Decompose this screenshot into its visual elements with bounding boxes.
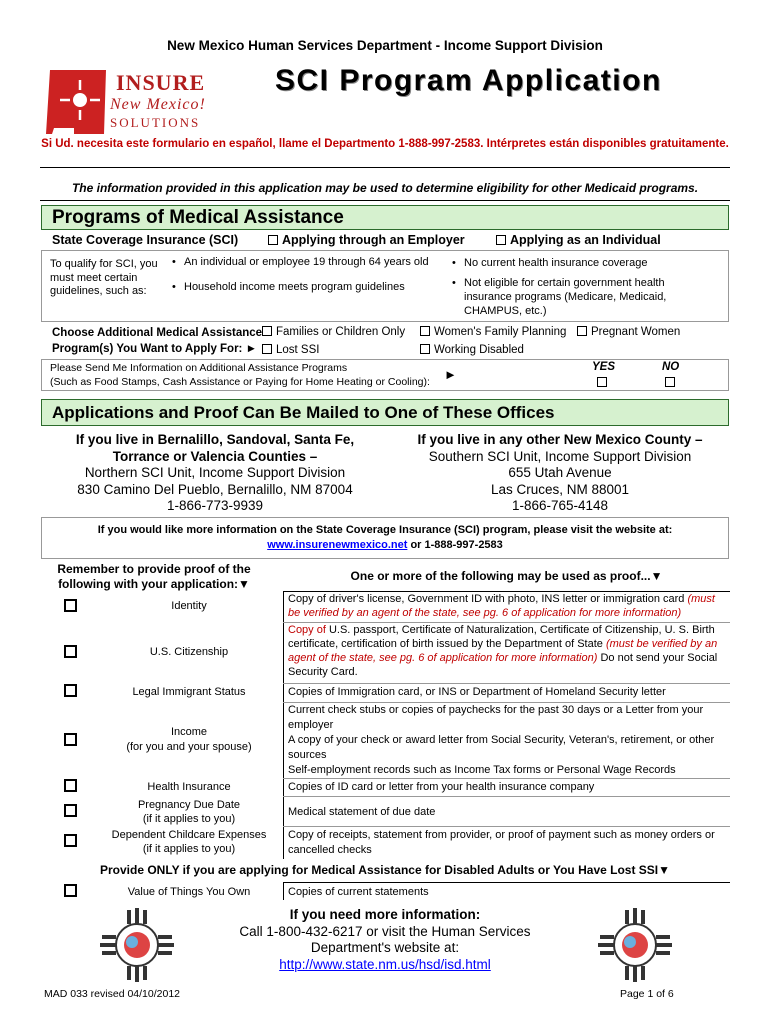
send-info-line-2: (Such as Food Stamps, Cash Assistance or Paying for Home Heating or Cooling): — [50, 376, 430, 388]
hsd-website-link[interactable]: http://www.state.nm.us/hsd/isd.html — [279, 956, 491, 972]
guideline-not-eligible: • Not eligible for certain government health insurance programs (Medicare, Medicaid, CHAMPUS, etc.) — [452, 276, 707, 318]
south-office — [390, 432, 730, 515]
identity-checkbox[interactable] — [64, 599, 77, 612]
childcare-checkbox[interactable] — [64, 834, 77, 847]
logo-new-mexico-text: New Mexico! — [110, 96, 206, 113]
guideline-income: • Household income meets program guidelines — [172, 281, 442, 293]
proof-text-pregnancy: Medical statement of due date — [288, 806, 436, 818]
logo-solutions-text: SOLUTIONS — [110, 115, 201, 130]
working-disabled-option[interactable]: Working Disabled — [420, 344, 524, 356]
pregnancy-checkbox[interactable] — [64, 804, 77, 817]
insure-website-link[interactable]: www.insurenewmexico.net — [267, 539, 408, 551]
employer-option[interactable]: Applying through an Employer — [268, 233, 465, 247]
choose-label-2: Program(s) You Want to Apply For: ► — [52, 343, 257, 355]
more-info-contact: www.insurenewmexico.net or 1-888-997-2583 — [267, 539, 503, 551]
proof-item-identity: Identity — [171, 600, 207, 612]
lost-ssi-option[interactable]: Lost SSI — [262, 344, 319, 356]
proof-text-childcare: Copy of receipts, statement from provider, or proof of payment such as money orders or cancelled checks — [288, 829, 715, 856]
page-number: Page 1 of 6 — [620, 988, 674, 1000]
pregnant-women-option[interactable]: Pregnant Women — [577, 326, 680, 338]
north-office-head-1: If you live in Bernalillo, Sandoval, Santa Fe, — [75, 432, 355, 447]
north-office — [45, 432, 385, 515]
north-office-line: 1-866-773-9939 — [166, 498, 264, 513]
send-info-line-1: Please Send Me Information on Additional Assistance Programs — [50, 362, 348, 374]
programs-heading: Programs of Medical Assistance — [52, 207, 344, 228]
north-office-line: 830 Camino Del Pueblo, Bernalillo, NM 87004 — [77, 481, 353, 497]
citizenship-checkbox[interactable] — [64, 645, 77, 658]
guideline-age: • An individual or employee 19 through 64 years old — [172, 256, 442, 268]
guideline-no-coverage: • No current health insurance coverage — [452, 256, 707, 270]
proof-item-health-insurance: Health Insurance — [147, 781, 231, 793]
things-you-own-checkbox[interactable] — [64, 884, 77, 897]
south-office-line: 1-866-765-4148 — [511, 498, 609, 513]
logo-insure-text: INSURE — [116, 70, 206, 95]
proof-text-health-insurance: Copies of ID card or letter from your health insurance company — [288, 781, 595, 793]
working-disabled-checkbox[interactable] — [420, 344, 430, 354]
hsd-seal-right-icon — [596, 906, 674, 984]
revision-label: MAD 033 revised 04/10/2012 — [44, 988, 181, 1000]
proof-text-legal-immigrant: Copies of Immigration card, or INS or Department of Homeland Security letter — [288, 686, 666, 698]
south-office-line: Las Cruces, NM 88001 — [490, 481, 630, 497]
family-planning-option[interactable]: Women's Family Planning — [420, 326, 566, 338]
proof-text-citizenship: Copy of U.S. passport, Certificate of Naturalization, Certificate of Citizenship, U. S. Birth certificate, certification of birth issued by the Department of State (must be verified by an agent of the state, see pg. 6 of application for more information) Do not send your Social Security Card. — [288, 624, 718, 678]
no-label: NO — [662, 361, 680, 373]
website-line: Department's website at: — [310, 940, 460, 955]
spanish-notice: Si Ud. necesita este formulario en español, llame el Departmento 1-888-997-2583. Intérpretes están disponibles gratuitamente. — [41, 138, 729, 150]
yes-checkbox[interactable] — [597, 377, 607, 387]
no-checkbox[interactable] — [665, 377, 675, 387]
legal-immigrant-checkbox[interactable] — [64, 684, 77, 697]
page-title: SCI Program Application — [275, 64, 662, 97]
families-checkbox[interactable] — [262, 326, 272, 336]
south-office-line: 655 Utah Avenue — [508, 465, 612, 480]
proof-left-header: Remember to provide proof of the following with your application:▼ — [57, 562, 251, 591]
south-office-head: If you live in any other New Mexico County – — [417, 432, 703, 447]
new-mexico-map-icon — [44, 68, 110, 136]
offices-heading: Applications and Proof Can Be Mailed to One of These Offices — [52, 403, 555, 422]
programs-heading-box — [41, 205, 729, 230]
lost-ssi-checkbox[interactable] — [262, 344, 272, 354]
family-planning-checkbox[interactable] — [420, 326, 430, 336]
department-header: New Mexico Human Services Department - Income Support Division — [167, 38, 603, 53]
insure-logo — [44, 68, 234, 138]
yes-label: YES — [592, 361, 616, 373]
individual-option[interactable]: Applying as an Individual — [496, 233, 661, 247]
proof-item-things-you-own: Value of Things You Own — [127, 886, 251, 898]
proof-text-things-you-own: Copies of current statements — [288, 886, 429, 898]
individual-checkbox[interactable] — [496, 235, 506, 245]
south-office-line: Southern SCI Unit, Income Support Division — [428, 448, 692, 464]
proof-item-legal-immigrant: Legal Immigrant Status — [132, 686, 246, 698]
income-checkbox[interactable] — [64, 733, 77, 746]
pregnant-women-checkbox[interactable] — [577, 326, 587, 336]
call-line: Call 1-800-432-6217 or visit the Human Services — [239, 923, 531, 939]
north-office-head-2: Torrance or Valencia Counties – — [112, 448, 318, 464]
proof-item-childcare: Dependent Childcare Expenses (if it applies to you) — [111, 829, 267, 855]
proof-text-identity: Copy of driver's license, Government ID with photo, INS letter or immigration card (must be verified by an agent of the state, see pg. 6 of application for more information) — [288, 593, 715, 619]
families-option[interactable]: Families or Children Only — [262, 326, 405, 338]
disabled-adults-header: Provide ONLY if you are applying for Medical Assistance for Disabled Adults or You Have Lost SSI▼ — [99, 863, 671, 877]
send-info-arrow: ► — [444, 367, 457, 382]
proof-text-income: Current check stubs or copies of paychecks for the past 30 days or a Letter from your employer A copy of your check or award letter from Social Security, Veteran's, retirement, or other sources Self-employment records such as Income Tax forms or Personal Wage Records — [288, 704, 715, 776]
more-info-text: If you would like more information on the State Coverage Insurance (SCI) program, please visit the website at: — [97, 524, 673, 536]
sci-label: State Coverage Insurance (SCI) — [52, 233, 239, 247]
employer-checkbox[interactable] — [268, 235, 278, 245]
hsd-seal-left-icon — [98, 906, 176, 984]
need-info-heading: If you need more information: — [289, 907, 481, 922]
choose-label-1: Choose Additional Medical Assistance — [52, 327, 263, 339]
proof-item-pregnancy: Pregnancy Due Date (if it applies to you) — [137, 799, 241, 825]
more-info-box — [41, 517, 729, 559]
guidelines-right — [452, 256, 707, 318]
eligibility-notice: The information provided in this application may be used to determine eligibility for other Medicaid programs. — [71, 181, 699, 195]
proof-item-income: Income (for you and your spouse) — [126, 726, 252, 753]
north-office-line: Northern SCI Unit, Income Support Division — [84, 465, 346, 480]
offices-heading-box — [41, 399, 729, 426]
proof-item-citizenship: U.S. Citizenship — [149, 646, 229, 658]
footer-info — [200, 907, 570, 973]
proof-right-header: One or more of the following may be used as proof...▼ — [350, 569, 663, 583]
health-insurance-checkbox[interactable] — [64, 779, 77, 792]
qualify-text: To qualify for SCI, you must meet certain guidelines, such as: — [50, 258, 158, 297]
guidelines-left — [172, 256, 442, 293]
